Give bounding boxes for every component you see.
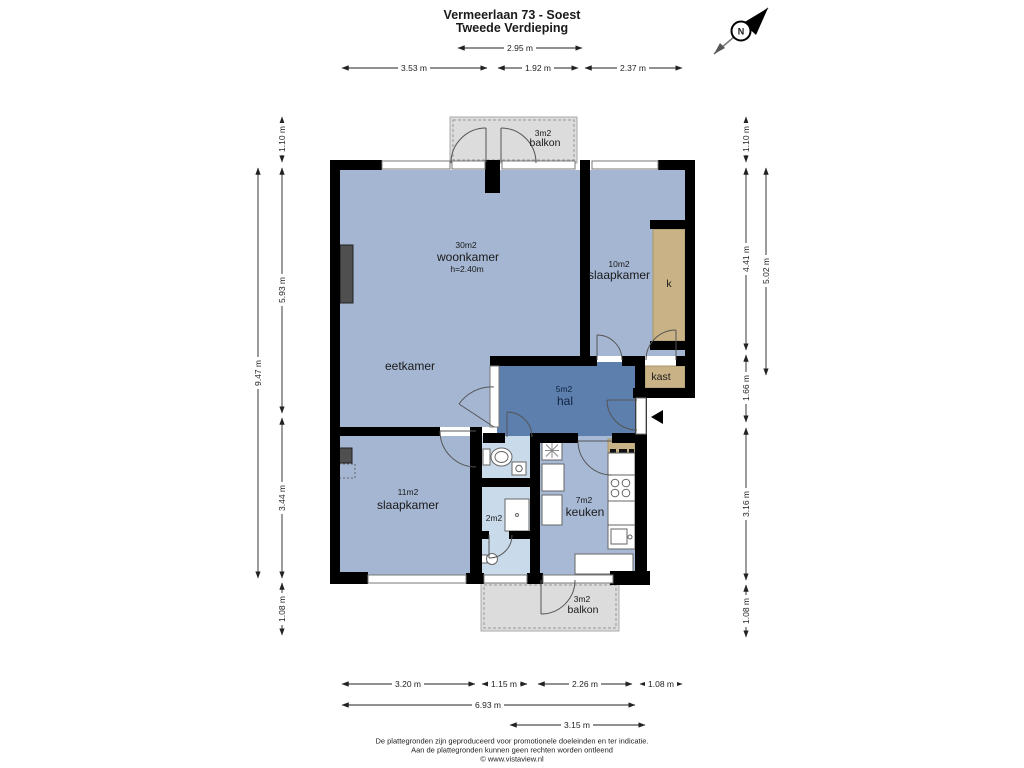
dim-left-344: 3.44 m [278,482,287,514]
slaapkamer1-area: 10m2 [608,258,630,269]
balkon-top-label: balkon [529,136,561,149]
dim-bottom-315: 3.15 m [561,721,593,730]
dim-right-110: 1.10 m [742,123,751,155]
dim-right-441: 4.41 m [742,243,751,275]
shaft [340,245,353,303]
dim-right-502: 5.02 m [762,255,771,287]
balcony-door-bottom [543,575,613,583]
dim-left-110: 1.10 m [278,123,287,155]
kast-label: kast [651,370,671,383]
dim-bottom-108: 1.08 m [645,680,677,689]
dim-top-237: 2.37 m [617,64,649,73]
keuken-label: keuken [565,505,605,519]
dim-left-593: 5.93 m [278,274,287,306]
window-slaapkamer-top [592,161,658,169]
wc-basin [512,462,526,475]
eetkamer-label: eetkamer [384,359,436,373]
slaapkamer1-label: slaapkamer [587,268,651,282]
kitchen-counter-marks [610,449,634,453]
slaapkamer2-area: 11m2 [397,486,419,497]
hal-area: 5m2 [555,383,573,394]
dim-bottom-115: 1.15 m [488,680,520,689]
footer-line-3: © www.vistaview.nl [480,754,544,764]
front-door-gap [636,398,646,434]
closet-k-label: k [666,277,672,290]
dim-left-947: 9.47 m [254,357,263,389]
washbasin [487,554,498,565]
dim-right-166: 1.66 m [742,372,751,404]
appliance [542,464,564,491]
dim-bottom-320: 3.20 m [392,680,424,689]
hal-label: hal [556,394,574,408]
woonkamer-height: h=2.40m [450,263,484,274]
vent-icon [545,443,559,458]
dim-top-353: 3.53 m [398,64,430,73]
stove [608,475,635,501]
window-slaapkamer-bottom [368,575,466,583]
window-woonkamer-top [382,161,450,169]
balcony-door-pane-right [502,161,575,169]
toilet-tank [483,449,490,465]
shaft-small [339,448,352,463]
shower [505,499,529,531]
dim-right-316: 3.16 m [742,488,751,520]
dim-bottom-226: 2.26 m [569,680,601,689]
counter-right-2 [608,501,635,525]
dim-top-295: 2.95 m [504,44,536,53]
counter-right-1 [608,453,635,475]
balkon-bottom-label: balkon [567,603,599,616]
slaapkamer2-label: slaapkamer [376,498,440,512]
entrance-arrow [651,410,663,424]
plan-title: Vermeerlaan 73 - Soest [443,7,581,22]
balcony-door-pane-left [452,161,485,169]
badkamer-area: 2m2 [485,512,503,523]
dim-left-108: 1.08 m [278,593,287,625]
counter-left [542,495,562,525]
woonkamer-area: 30m2 [455,239,477,250]
compass-north-label: N [737,26,745,36]
woonkamer-label: woonkamer [436,250,500,264]
dim-right-108: 1.08 m [742,595,751,627]
dim-bottom-693: 6.93 m [472,701,504,710]
footer-line-1: De plattegronden zijn geproduceerd voor promotionele doeleinden en ter indicatie. [375,736,649,746]
footer-line-2: Aan de plattegronden kunnen geen rechten worden ontleend [411,745,613,755]
balkon-bottom-area: 3m2 [573,593,591,604]
keuken-area: 7m2 [575,494,593,505]
dim-top-192: 1.92 m [522,64,554,73]
glass-door-hal [490,366,499,427]
balkon-top-area: 3m2 [534,127,552,138]
window-badkamer [484,575,527,583]
plan-subtitle: Tweede Verdieping [455,20,569,35]
